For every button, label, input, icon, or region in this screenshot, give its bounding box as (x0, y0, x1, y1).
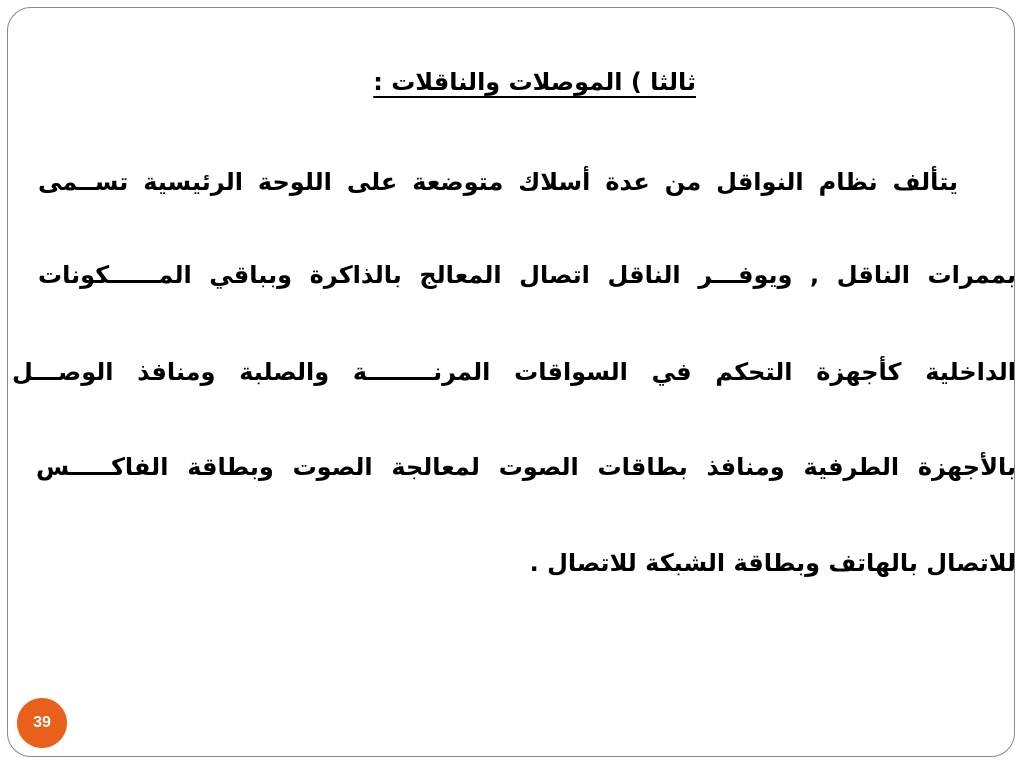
body-line-5: للاتصال بالهاتف وبطاقة الشبكة للاتصال . (529, 549, 1016, 577)
slide-title: ثالثا ) الموصلات والناقلات : (373, 68, 696, 96)
body-line-3: الداخلية كأجهزة التحكم في السواقات المرنــــــــة والصلبة ومنافذ الوصـــل (12, 358, 1016, 386)
body-line-4: بالأجهزة الطرفية ومنافذ بطاقات الصوت لمعالجة الصوت وبطاقة الفاكـــــس (36, 453, 1016, 481)
page-number-badge: 39 (17, 698, 67, 748)
body-line-2: بممرات الناقل , ويوفـــر الناقل اتصال المعالج بالذاكرة وبباقي المــــــكونات (38, 261, 1016, 289)
body-line-1: يتألف نظام النواقل من عدة أسلاك متوضعة على اللوحة الرئيسية تســمى (38, 168, 958, 196)
